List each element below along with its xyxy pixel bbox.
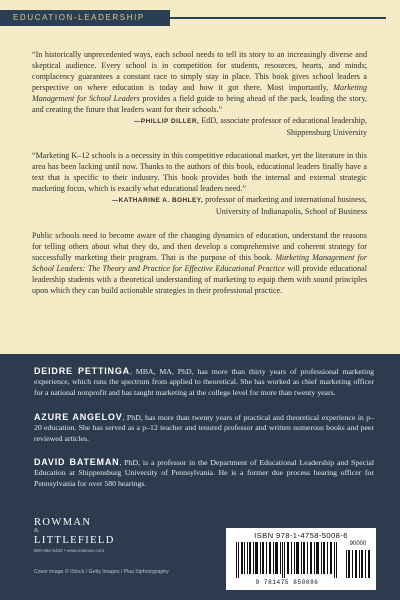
blurb-1-book-title: Marketing Management for School Leaders	[32, 83, 367, 103]
blurb-attribution-1	[32, 115, 367, 138]
author-bio-pettinga	[34, 366, 374, 398]
barcode-addon-number: 90000	[344, 541, 372, 547]
blurb-quote-1	[32, 49, 367, 115]
blurbs-section	[32, 49, 367, 296]
author-bio-text: , PhD, has more than twenty years of practical and theoretical experience in p–20 education. She has served as a p–12 teacher and tenured professor and written numerous books and peer reviewed articles.	[34, 413, 374, 443]
cover-credit: Cover image © iStock / Getty Images / Plus Siphotography	[34, 569, 169, 575]
publisher-ampersand: &	[34, 528, 41, 534]
book-description	[32, 230, 367, 296]
blurb-attribution-2	[32, 194, 367, 217]
description-text: Public schools need to become aware of the changing dynamics of education, understand the reasons for telling others about what they do, and then develop a comprehensive and coherent strategy for successfully marketing their program. That is the purpose of this book.	[32, 231, 367, 262]
publisher-name-line1: ROWMAN	[34, 517, 92, 528]
author-name: DEIDRE PETTINGA	[34, 366, 130, 376]
blurb-2-affiliation: University of Indianapolis, School of Business	[215, 207, 367, 216]
barcode-icon	[234, 542, 340, 578]
publisher-name-line2: LITTLEFIELD	[34, 535, 115, 546]
blurb-1-name: —PHILLIP DILLER,	[133, 118, 200, 125]
category-label: EDUCATION-LEADERSHIP	[13, 13, 145, 22]
blurb-1-credentials: EdD, associate professor of educational leadership,	[199, 116, 367, 125]
isbn-label: ISBN 978-1-4758-5008-6	[254, 531, 348, 540]
blurb-1-affiliation: Shippensburg University	[286, 128, 367, 137]
barcode-addon-icon	[344, 542, 372, 578]
description-book-title: Marketing Management for School Leaders: The Theory and Practice for Effective Educational Practice	[32, 253, 368, 273]
author-bio-text: , PhD, is a professor in the Department of Educational Leadership and Special Education at Shippensburg University of Pennsylvania. He is a former due process hearing officer for Pennsylvania for over 580 hearings.	[34, 458, 374, 488]
blurb-2-credentials: professor of marketing and international business,	[203, 195, 367, 204]
category-band	[0, 10, 170, 26]
blurb-1-text-end: provides a field guide to being ahead of the pack, leading the story, and creating the future that leaders want for their schools.”	[32, 94, 367, 114]
publisher-contact: 800-462-6420 • www.rowman.com	[34, 548, 105, 553]
author-bio-text: , MBA, MA, PhD, has more than thirty years of professional marketing experience, which runs the spectrum from applied to theoretical. She has worked as chief marketing officer for a national nonprofit and has taught marketing at the college level for more than twenty years.	[34, 367, 374, 397]
blurb-2-name: —KATHARINE A. BOHLEY,	[111, 197, 204, 204]
publisher-logo	[34, 517, 134, 553]
barcode-digits: 9 781475 850086	[255, 579, 319, 586]
blurb-1-text: “In historically unprecedented ways, each school needs to tell its story to an increasingly diverse and skeptical audience. Every school is in competition for students, resources, hearts, and minds; complacency guarantees a constant race to simply stay in place. This book gives school leaders a perspective on where education is today and how it got there. Most importantly,	[32, 50, 367, 92]
barcode-box	[226, 528, 376, 590]
author-bio-bateman	[34, 457, 374, 489]
author-name: DAVID BATEMAN	[34, 457, 120, 467]
description-text-end: will provide educational leadership students with a theoretical understanding of marketing to equip them with sound principles upon which they can build actionable strategies in their professional practice.	[32, 264, 367, 295]
header-rule	[170, 17, 386, 19]
blurb-quote-2: “Marketing K–12 schools is a necessity in this competitive educational market, yet the literature in this area has been lacking until now. Thanks to the authors of this book, educational leaders finally have a text that is specific to their industry. This book provides both the internal and external strategic marketing focus, which is exactly what educational leaders need.”	[32, 151, 367, 193]
author-bio-angelov	[34, 412, 374, 444]
author-name: AZURE ANGELOV	[34, 412, 123, 422]
